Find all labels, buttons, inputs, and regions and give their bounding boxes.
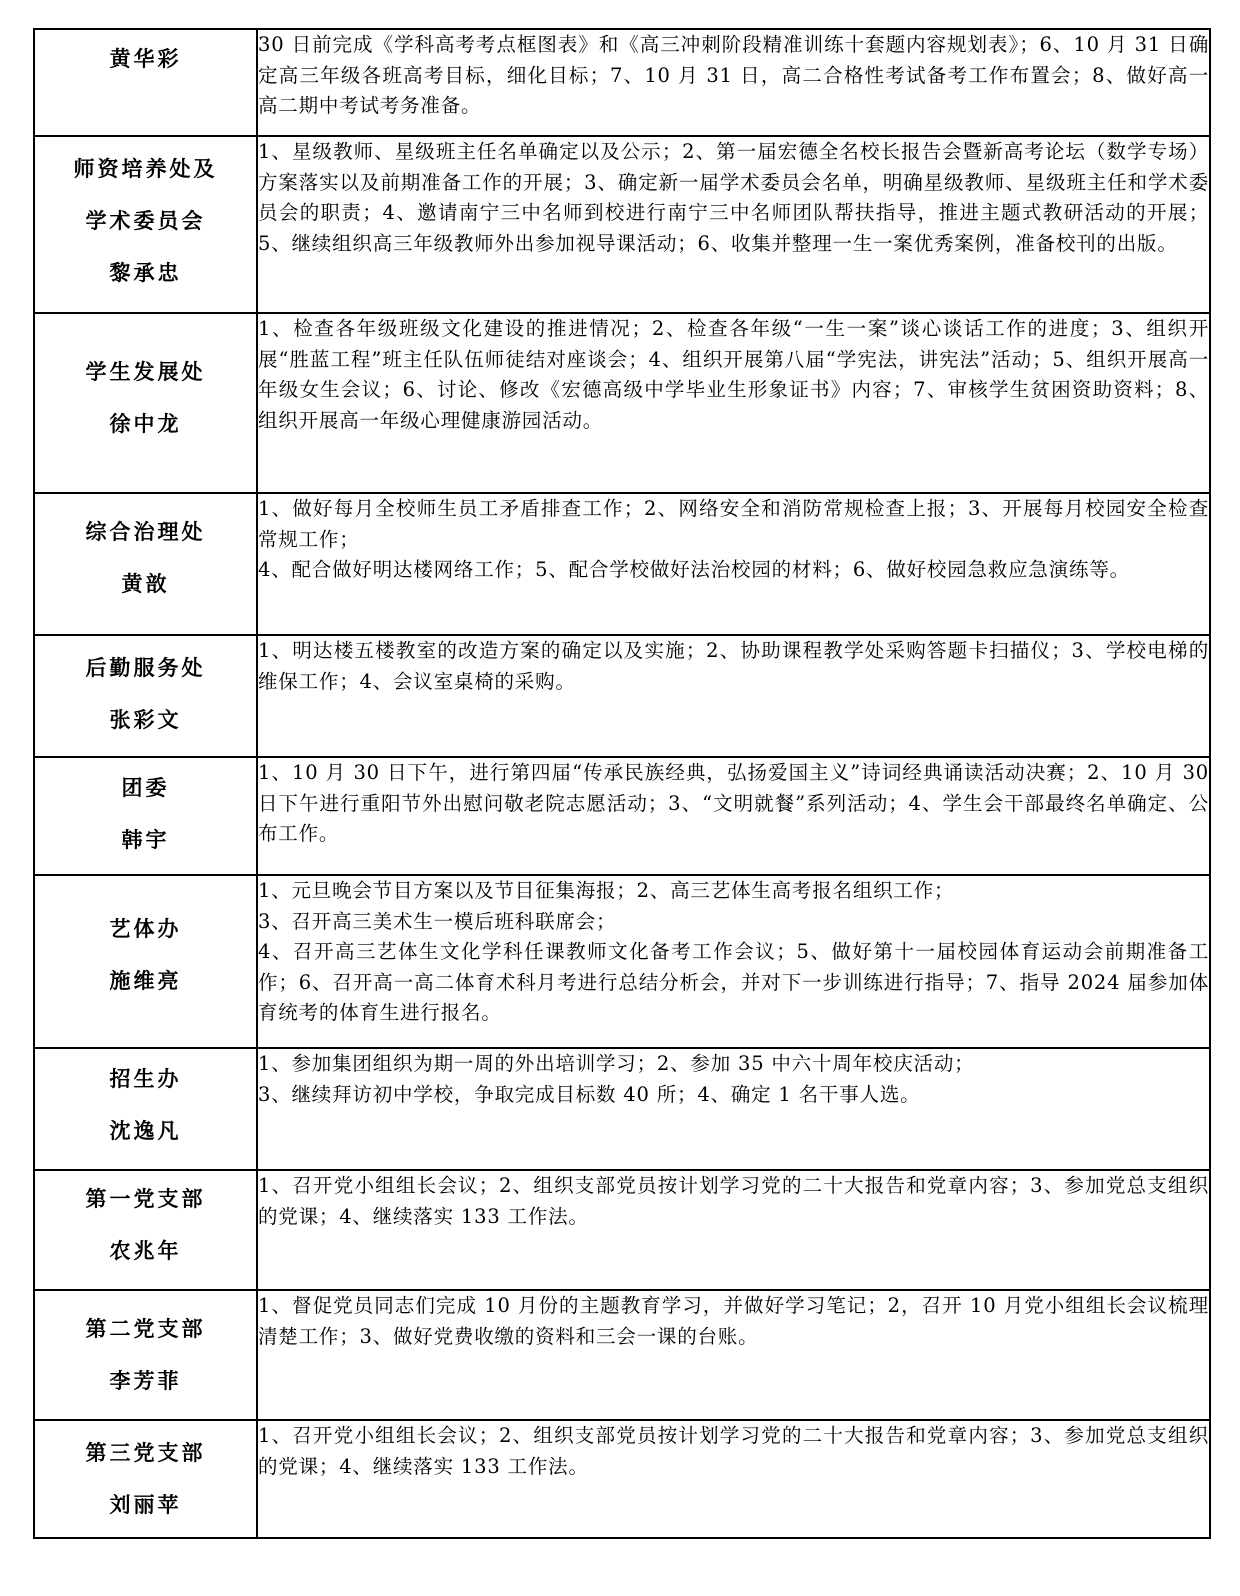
department-name: 第三党支部 xyxy=(85,1441,206,1465)
tasks-cell xyxy=(257,1170,1210,1290)
table-row xyxy=(34,635,1210,757)
responsible-person: 韩宇 xyxy=(121,828,170,852)
table-row xyxy=(34,29,1210,136)
tasks-cell xyxy=(257,635,1210,757)
work-plan-table xyxy=(33,28,1211,1539)
department-cell xyxy=(34,1290,257,1420)
task-paragraph: 1、做好每月全校师生员工矛盾排查工作；2、网络安全和消防常规检查上报；3、开展每月校园安全检查常规工作； xyxy=(258,497,1209,551)
tasks-cell xyxy=(257,875,1210,1048)
tasks-cell xyxy=(257,313,1210,493)
task-paragraph: 4、召开高三艺体生文化学科任课教师文化备考工作会议；5、做好第十一届校园体育运动会前期准备工作；6、召开高一高二体育术科月考进行总结分析会，并对下一步训练进行指导；7、指导 2024 届参加体育统考的体育生进行报名。 xyxy=(258,940,1209,1024)
department-cell xyxy=(34,313,257,493)
responsible-person: 农兆年 xyxy=(109,1239,182,1263)
tasks-cell xyxy=(257,1290,1210,1420)
task-paragraph: 1、督促党员同志们完成 10 月份的主题教育学习，并做好学习笔记；2，召开 10 月党小组组长会议梳理清楚工作；3、做好党费收缴的资料和三会一课的台账。 xyxy=(258,1294,1209,1348)
responsible-person: 黎承忠 xyxy=(109,261,182,285)
task-paragraph: 1、召开党小组组长会议；2、组织支部党员按计划学习党的二十大报告和党章内容；3、参加党总支组织的党课；4、继续落实 133 工作法。 xyxy=(258,1424,1209,1478)
tasks-cell xyxy=(257,29,1210,136)
department-cell xyxy=(34,29,257,136)
responsible-person: 刘丽苹 xyxy=(109,1493,182,1517)
department-cell xyxy=(34,136,257,313)
table-row xyxy=(34,493,1210,635)
department-name-line-2: 学术委员会 xyxy=(85,209,206,233)
responsible-person: 沈逸凡 xyxy=(109,1119,182,1143)
task-paragraph: 1、星级教师、星级班主任名单确定以及公示；2、第一届宏德全名校长报告会暨新高考论坛（数学专场）方案落实以及前期准备工作的开展；3、确定新一届学术委员会名单，明确星级教师、星级班主任和学术委员会的职责；4、邀请南宁三中名师到校进行南宁三中名师团队帮扶指导，推进主题式教研活动的开展；5、继续组织高三年级教师外出参加视导课活动；6、收集并整理一生一案优秀案例，准备校刊的出版。 xyxy=(258,140,1209,255)
table-row xyxy=(34,1170,1210,1290)
table-row xyxy=(34,875,1210,1048)
department-name: 第二党支部 xyxy=(85,1317,206,1341)
tasks-cell xyxy=(257,493,1210,635)
task-paragraph: 1、元旦晚会节目方案以及节目征集海报；2、高三艺体生高考报名组织工作； xyxy=(258,879,955,902)
table-row xyxy=(34,1420,1210,1538)
table-row xyxy=(34,1048,1210,1170)
responsible-person: 黄敨 xyxy=(121,572,170,596)
tasks-cell xyxy=(257,1048,1210,1170)
tasks-cell xyxy=(257,757,1210,875)
department-name: 招生办 xyxy=(109,1067,182,1091)
department-name: 综合治理处 xyxy=(85,520,206,544)
department-cell xyxy=(34,1420,257,1538)
department-cell xyxy=(34,1170,257,1290)
responsible-person: 张彩文 xyxy=(109,708,182,732)
table-row xyxy=(34,313,1210,493)
tasks-cell xyxy=(257,1420,1210,1538)
department-name: 学生发展处 xyxy=(85,360,206,384)
responsible-person: 徐中龙 xyxy=(109,412,182,436)
department-name: 艺体办 xyxy=(109,917,182,941)
task-paragraph: 1、明达楼五楼教室的改造方案的确定以及实施；2、协助课程教学处采购答题卡扫描仪；3、学校电梯的维保工作；4、会议室桌椅的采购。 xyxy=(258,639,1209,693)
department-cell xyxy=(34,875,257,1048)
department-name: 团委 xyxy=(121,776,170,800)
department-name: 师资培养处及 xyxy=(73,157,218,181)
department-cell xyxy=(34,757,257,875)
task-paragraph: 3、召开高三美术生一模后班科联席会； xyxy=(258,909,617,933)
task-paragraph: 4、配合做好明达楼网络工作；5、配合学校做好法治校园的材料；6、做好校园急救应急演练等。 xyxy=(258,558,1130,581)
task-paragraph: 1、参加集团组织为期一周的外出培训学习；2、参加 35 中六十周年校庆活动； xyxy=(258,1052,975,1075)
department-cell xyxy=(34,1048,257,1170)
responsible-person: 施维亮 xyxy=(109,969,182,993)
table-row xyxy=(34,757,1210,875)
department-cell xyxy=(34,493,257,635)
task-paragraph: 1、检查各年级班级文化建设的推进情况；2、检查各年级“一生一案”谈心谈话工作的进度；3、组织开展“胜蓝工程”班主任队伍师徒结对座谈会；4、组织开展第八届“学宪法，讲宪法”活动；5、组织开展高一年级女生会议；6、讨论、修改《宏德高级中学毕业生形象证书》内容；7、审核学生贫困资助资料；8、组织开展高一年级心理健康游园活动。 xyxy=(258,317,1209,432)
responsible-person: 李芳菲 xyxy=(109,1369,182,1393)
task-paragraph: 1、10 月 30 日下午，进行第四届“传承民族经典，弘扬爱国主义”诗词经典诵读活动决赛；2、10 月 30 日下午进行重阳节外出慰问敬老院志愿活动；3、“文明就餐”系列活动；4、学生会干部最终名单确定、公布工作。 xyxy=(258,761,1209,845)
table-row xyxy=(34,136,1210,313)
department-name: 黄华彩 xyxy=(109,47,182,71)
department-cell xyxy=(34,635,257,757)
table-row xyxy=(34,1290,1210,1420)
department-name: 第一党支部 xyxy=(85,1187,206,1211)
task-paragraph: 30 日前完成《学科高考考点框图表》和《高三冲刺阶段精准训练十套题内容规划表》；6、10 月 31 日确定高三年级各班高考目标，细化目标；7、10 月 31 日，高二合格性考试备考工作布置会；8、做好高一高二期中考试考务准备。 xyxy=(258,33,1209,117)
tasks-cell xyxy=(257,136,1210,313)
task-paragraph: 3、继续拜访初中学校，争取完成目标数 40 所；4、确定 1 名干事人选。 xyxy=(258,1082,921,1106)
department-name: 后勤服务处 xyxy=(85,656,206,680)
task-paragraph: 1、召开党小组组长会议；2、组织支部党员按计划学习党的二十大报告和党章内容；3、参加党总支组织的党课；4、继续落实 133 工作法。 xyxy=(258,1174,1209,1228)
